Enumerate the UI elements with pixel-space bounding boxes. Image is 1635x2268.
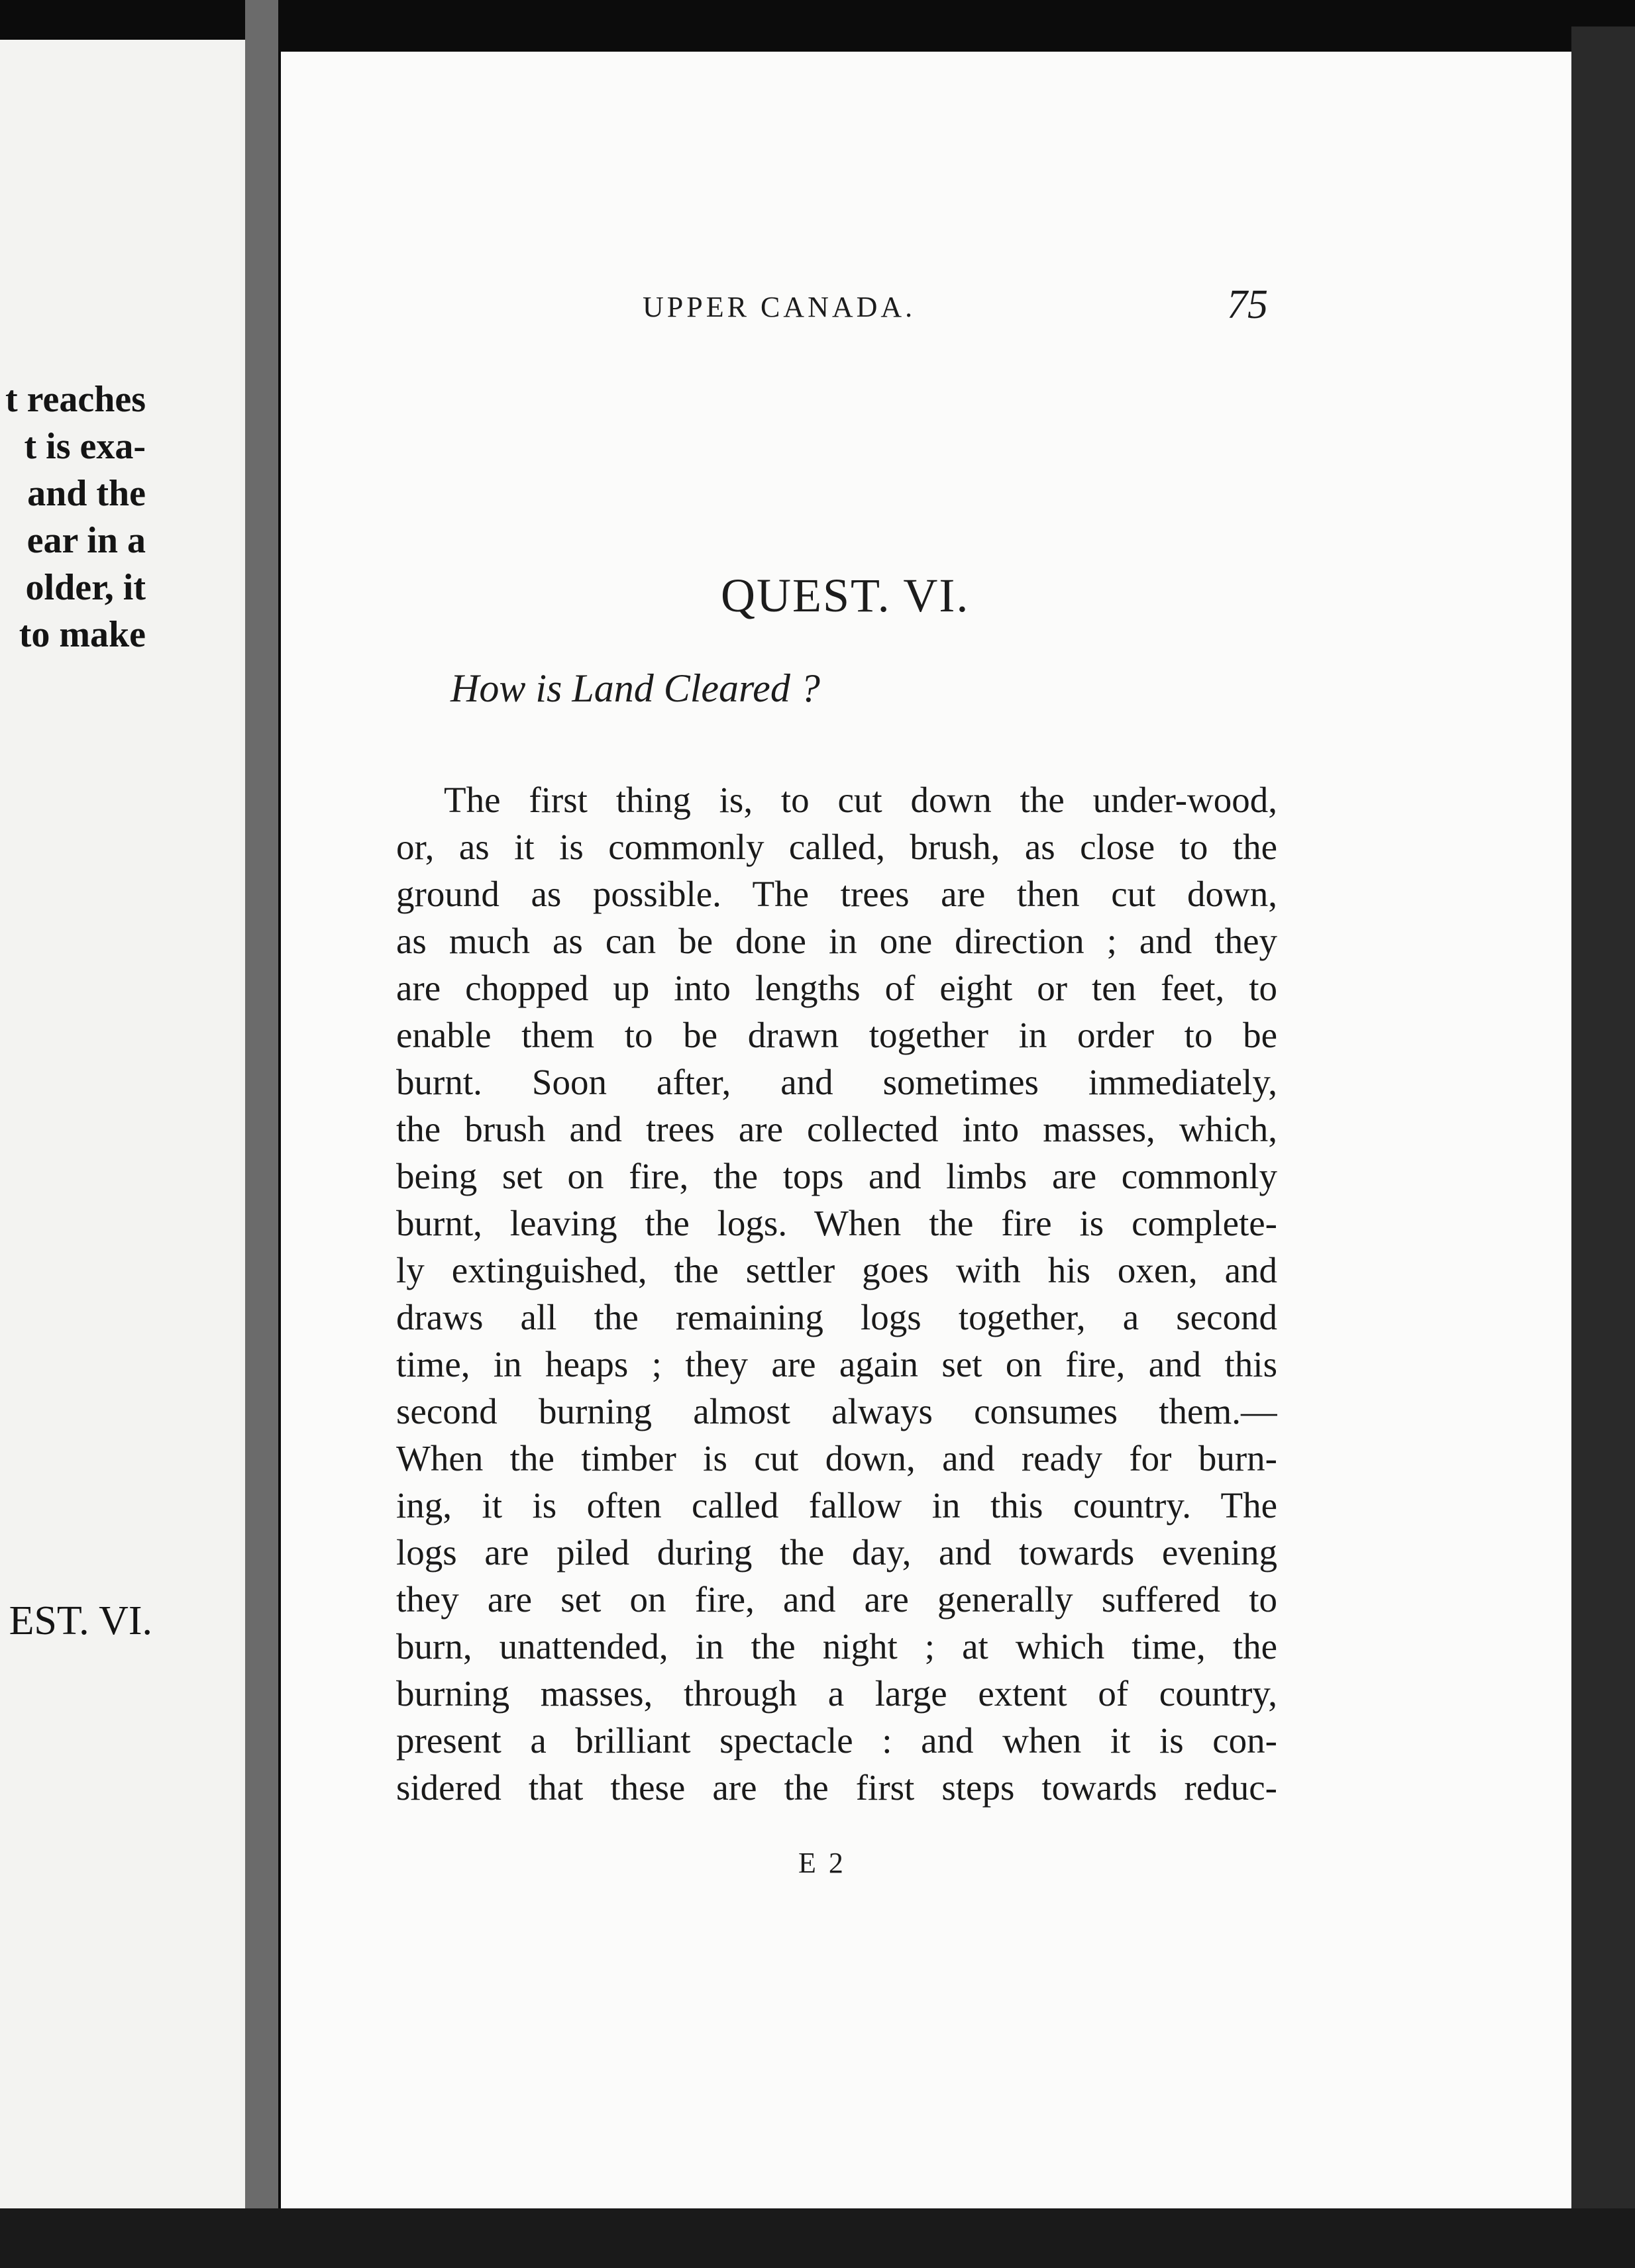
body-line: ing, it is often called fallow in this country. The [396,1485,1277,1525]
previous-page-line: and the [27,473,146,514]
signature-mark: E 2 [798,1847,846,1879]
previous-page-line: to make [19,614,146,655]
body-line: logs are piled during the day, and towards evening [396,1532,1277,1572]
previous-page-text [0,376,146,658]
body-line: ly extinguished, the settler goes with his oxen, and [396,1250,1277,1290]
body-line: are chopped up into lengths of eight or ten feet, to [396,968,1277,1008]
running-head: UPPER CANADA. [643,291,916,323]
body-line: ground as possible. The trees are then cut down, [396,874,1277,914]
body-line: When the timber is cut down, and ready for burn- [396,1438,1277,1478]
body-line: draws all the remaining logs together, a second [396,1297,1277,1337]
body-line: The first thing is, to cut down the under-wood, [444,780,1277,820]
body-line: sidered that these are the first steps towards reduc- [396,1767,1277,1808]
body-line: the brush and trees are collected into masses, which, [396,1109,1277,1149]
body-line: burning masses, through a large extent of country, [396,1673,1277,1714]
previous-page-line: ear in a [26,520,146,561]
previous-page-line: t reaches [5,379,146,420]
book-gutter [245,0,278,2268]
previous-page-heading: EST. VI. [9,1598,152,1643]
previous-page-line: older, it [25,567,146,608]
scan-bottom-edge [0,2208,1635,2268]
body-line: or, as it is commonly called, brush, as close to the [396,827,1277,867]
body-line: time, in heaps ; they are again set on fire, and this [396,1344,1277,1384]
body-line: they are set on fire, and are generally suffered to [396,1579,1277,1620]
body-line: being set on fire, the tops and limbs are commonly [396,1156,1277,1196]
question-heading: QUEST. VI. [721,569,970,622]
body-line: burnt. Soon after, and sometimes immediately, [396,1062,1277,1102]
body-line: as much as can be done in one direction ; and they [396,921,1277,961]
body-line: second burning almost always consumes them.— [396,1391,1277,1431]
body-line: burnt, leaving the logs. When the fire is complete- [396,1203,1277,1243]
page-number: 75 [1227,282,1268,327]
page-edge [1571,26,1635,2268]
previous-page-line: t is exa- [24,426,146,467]
body-text [396,776,1277,1811]
body-line: enable them to be drawn together in order to be [396,1015,1277,1055]
body-line: present a brilliant spectacle : and when it is con- [396,1720,1277,1761]
body-line: burn, unattended, in the night ; at which time, the [396,1626,1277,1667]
question-subheading: How is Land Cleared ? [450,666,820,710]
previous-page [0,40,245,2232]
